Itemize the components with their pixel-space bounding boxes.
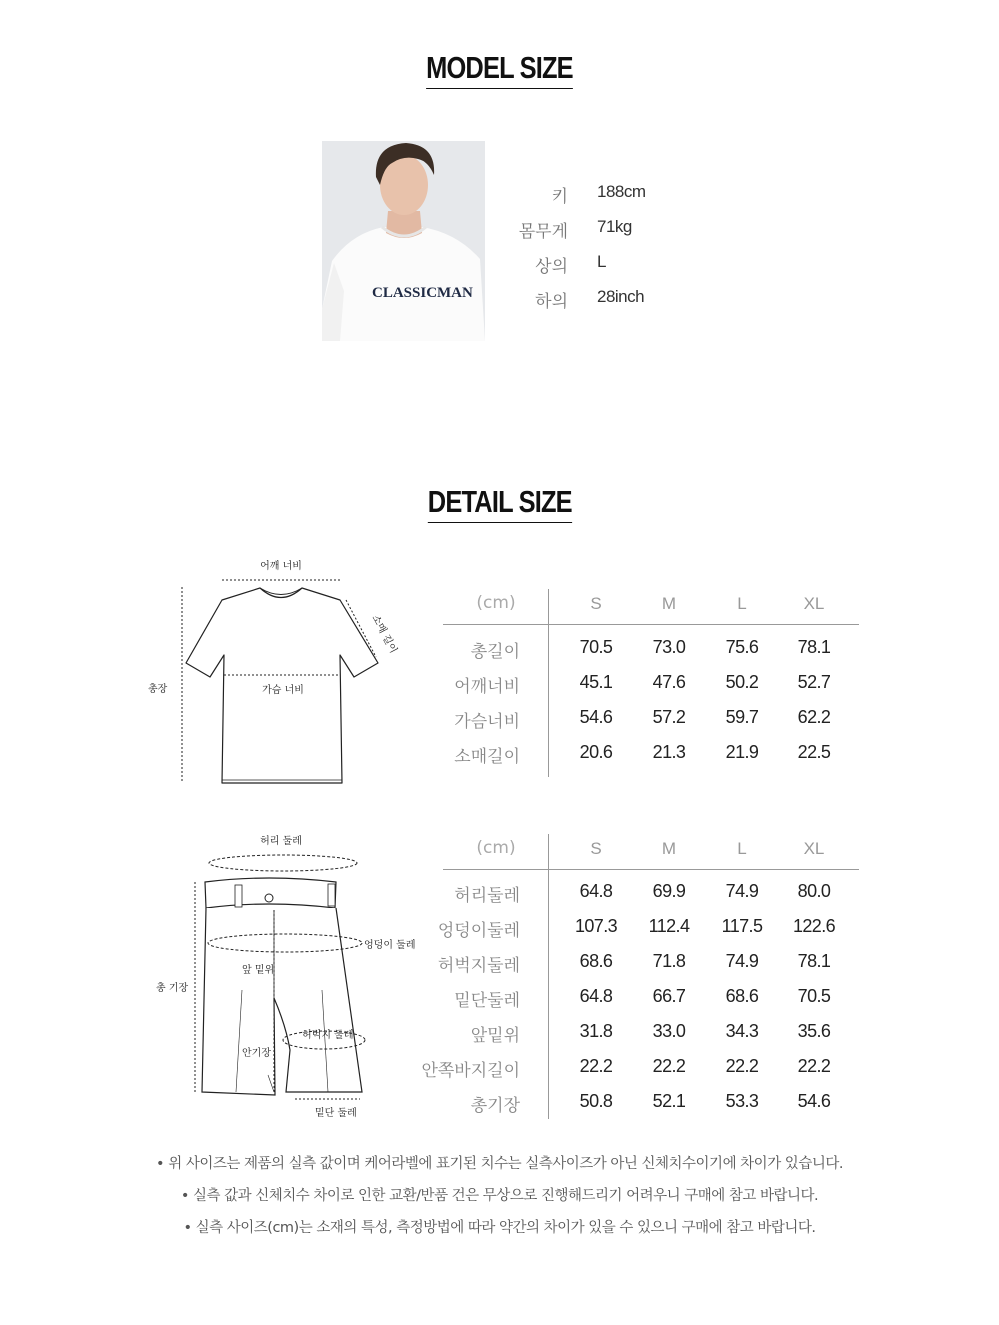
size-header: L <box>737 839 747 858</box>
cell: 22.5 <box>797 742 831 762</box>
cell: 112.4 <box>648 916 690 936</box>
cell: 50.8 <box>579 1091 613 1111</box>
cell: 75.6 <box>725 637 759 657</box>
bottom-size-table <box>421 834 859 1120</box>
row-label: 앞밑위 <box>470 1026 520 1046</box>
note-text: • 위 사이즈는 제품의 실측 값이며 케어라벨에 표기된 치수는 실측사이즈가 아닌 신체치수이기에 차이가 있습니다. <box>156 1156 843 1172</box>
shorts-diagram <box>150 830 425 1125</box>
model-specs <box>500 176 760 316</box>
size-header: S <box>590 594 602 613</box>
top-size-table <box>443 589 859 771</box>
total-length-label: 총 기장 <box>156 983 189 994</box>
table-row <box>443 701 859 736</box>
cell: 78.1 <box>797 951 831 971</box>
table-row <box>437 910 859 945</box>
spec-label: 몸무게 <box>518 222 568 242</box>
hip-label: 엉덩이 둘레 <box>364 940 416 951</box>
detail-size-title: DETAIL SIZE <box>0 484 999 523</box>
inseam-label: 안기장 <box>242 1048 271 1059</box>
cell: 50.2 <box>725 672 759 692</box>
hem-label: 밑단 둘레 <box>315 1108 357 1119</box>
size-header: XL <box>803 594 825 613</box>
cell: 57.2 <box>652 707 686 727</box>
spec-label: 하의 <box>535 292 568 312</box>
table-row <box>443 666 859 701</box>
cell: 68.6 <box>725 986 759 1006</box>
table-header <box>443 834 859 870</box>
cell: 31.8 <box>579 1021 613 1041</box>
cell: 71.8 <box>652 951 686 971</box>
size-header: S <box>590 839 602 858</box>
cell: 107.3 <box>574 916 618 936</box>
cell: 52.1 <box>652 1091 686 1111</box>
table-row <box>437 945 859 980</box>
cell: 117.5 <box>721 916 763 936</box>
cell: 34.3 <box>725 1021 759 1041</box>
model-spec-row <box>500 176 760 211</box>
cell: 66.7 <box>652 986 686 1006</box>
model-spec-row <box>500 281 760 316</box>
cell: 73.0 <box>652 637 686 657</box>
model-spec-row <box>500 246 760 281</box>
cell: 59.7 <box>725 707 759 727</box>
model-photo <box>322 141 485 341</box>
row-label: 총기장 <box>470 1096 520 1116</box>
row-label: 허벅지둘레 <box>437 956 520 976</box>
size-notes <box>0 1152 999 1248</box>
cell: 20.6 <box>579 742 613 762</box>
unit-label: (cm) <box>476 593 516 613</box>
cell: 22.2 <box>725 1056 759 1076</box>
total-length-label: 총장 <box>148 684 168 695</box>
table-row <box>421 1050 859 1085</box>
row-label: 어깨너비 <box>454 677 520 697</box>
cell: 64.8 <box>579 881 613 901</box>
model-size-title: MODEL SIZE <box>0 50 999 89</box>
cell: 64.8 <box>579 986 613 1006</box>
shirt-print-text: CLASSICMAN <box>372 285 473 301</box>
cell: 21.3 <box>652 742 686 762</box>
cell: 53.3 <box>725 1091 759 1111</box>
table-row <box>443 1015 859 1050</box>
cell: 78.1 <box>797 637 831 657</box>
tshirt-diagram <box>140 555 410 795</box>
table-row <box>443 980 859 1015</box>
size-header: M <box>661 839 677 858</box>
row-label: 총길이 <box>470 642 520 662</box>
table-row <box>443 875 859 910</box>
table-row <box>443 631 859 666</box>
chest-width-label: 가슴 너비 <box>262 685 304 696</box>
cell: 45.1 <box>579 672 613 692</box>
table-row <box>443 1085 859 1120</box>
sleeve-length-label: 소매 길이 <box>369 613 399 656</box>
note-text: • 실측 값과 신체치수 차이로 인한 교환/반품 건은 무상으로 진행해드리기 어려우니 구매에 참고 바랍니다. <box>180 1188 819 1204</box>
cell: 70.5 <box>579 637 613 657</box>
model-spec-row <box>500 211 760 246</box>
cell: 69.9 <box>652 881 686 901</box>
row-label: 엉덩이둘레 <box>437 921 520 941</box>
row-label: 허리둘레 <box>454 886 520 906</box>
thigh-label: 허벅지 둘레 <box>302 1030 354 1041</box>
cell: 47.6 <box>652 672 686 692</box>
size-header: XL <box>803 839 825 858</box>
shoulder-width-label: 어깨 너비 <box>260 561 302 572</box>
cell: 22.2 <box>797 1056 831 1076</box>
cell: 70.5 <box>797 986 831 1006</box>
cell: 74.9 <box>725 951 759 971</box>
cell: 22.2 <box>579 1056 613 1076</box>
cell: 33.0 <box>652 1021 686 1041</box>
spec-value: 188cm <box>597 182 646 201</box>
cell: 22.2 <box>652 1056 686 1076</box>
spec-value: 71kg <box>597 217 632 236</box>
cell: 52.7 <box>797 672 831 692</box>
spec-value: L <box>597 252 606 271</box>
spec-value: 28inch <box>597 287 645 306</box>
spec-label: 상의 <box>535 257 568 277</box>
table-header <box>443 589 859 625</box>
size-header: L <box>737 594 747 613</box>
row-label: 밑단둘레 <box>454 991 520 1011</box>
table-row <box>443 736 859 771</box>
cell: 74.9 <box>725 881 759 901</box>
size-header: M <box>661 594 677 613</box>
cell: 122.6 <box>792 916 836 936</box>
spec-label: 키 <box>551 187 568 207</box>
waist-label: 허리 둘레 <box>260 836 302 847</box>
cell: 62.2 <box>797 707 831 727</box>
row-label: 안쪽바지길이 <box>421 1061 520 1081</box>
row-label: 소매길이 <box>454 747 520 767</box>
note-text: • 실측 사이즈(cm)는 소재의 특성, 측정방법에 따라 약간의 차이가 있을 수 있으니 구매에 참고 바랍니다. <box>183 1220 816 1236</box>
cell: 35.6 <box>797 1021 831 1041</box>
cell: 80.0 <box>797 881 831 901</box>
cell: 54.6 <box>797 1091 831 1111</box>
cell: 21.9 <box>725 742 759 762</box>
cell: 54.6 <box>579 707 613 727</box>
front-rise-label: 앞 밑위 <box>242 965 275 976</box>
cell: 68.6 <box>579 951 613 971</box>
unit-label: (cm) <box>476 838 516 858</box>
row-label: 가슴너비 <box>454 712 520 732</box>
